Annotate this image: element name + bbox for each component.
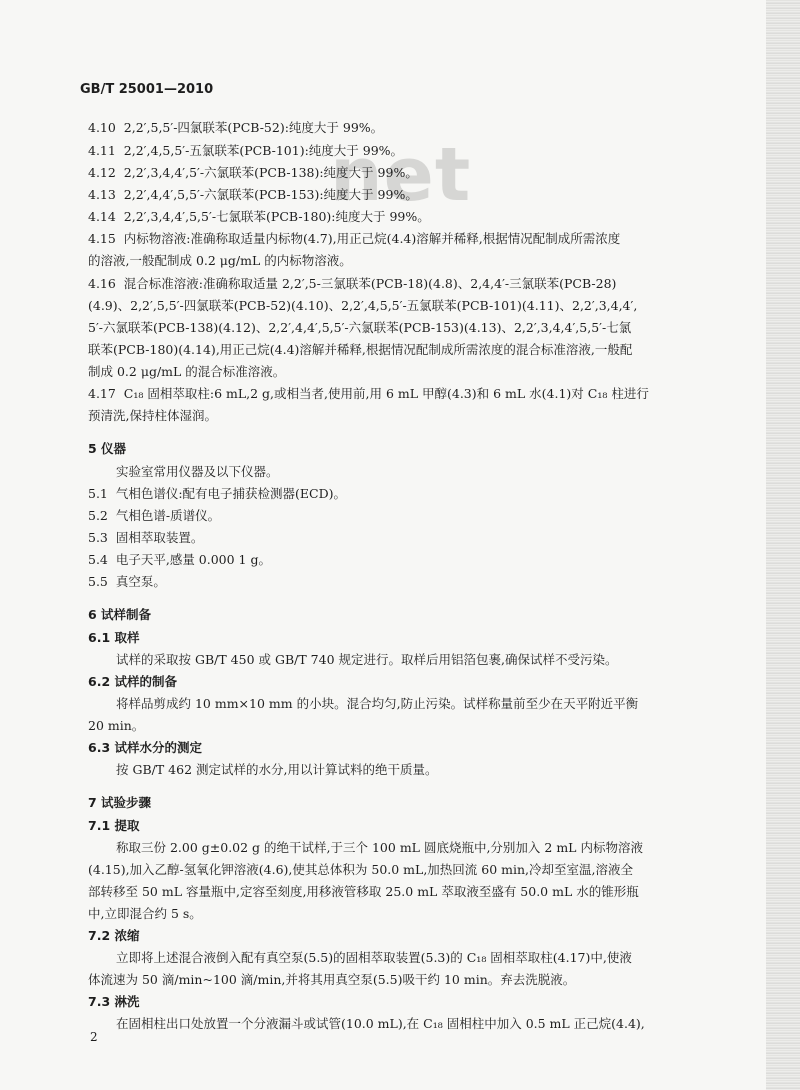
item-4-15-cont: 的溶液,一般配制成 0.2 μg/mL 的内标物溶液。 bbox=[88, 253, 352, 268]
item-4-13: 4.13 2,2′,4,4′,5,5′-六氯联苯(PCB-153):纯度大于 99%。 bbox=[88, 187, 418, 202]
section-5-intro: 实验室常用仪器及以下仪器。 bbox=[116, 464, 279, 479]
scan-edge bbox=[766, 0, 800, 1090]
item-4-10: 4.10 2,2′,5,5′-四氯联苯(PCB-52):纯度大于 99%。 bbox=[88, 120, 384, 135]
section-6-3-text: 按 GB/T 462 测定试样的水分,用以计算试料的绝干质量。 bbox=[116, 762, 438, 777]
standard-header: GB/T 25001—2010 bbox=[80, 82, 214, 97]
item-5-1: 5.1 气相色谱仪:配有电子捕获检测器(ECD)。 bbox=[88, 486, 347, 501]
section-7-2-line-2: 体流速为 50 滴/min~100 滴/min,并将其用真空泵(5.5)吸干约 10 min。弃去洗脱液。 bbox=[88, 972, 576, 987]
item-4-14: 4.14 2,2′,3,4,4′,5,5′-七氯联苯(PCB-180):纯度大于 99%。 bbox=[88, 209, 430, 224]
section-6-3-title: 6.3 试样水分的测定 bbox=[88, 740, 202, 755]
item-4-12: 4.12 2,2′,3,4,4′,5′-六氯联苯(PCB-138):纯度大于 99%。 bbox=[88, 165, 418, 180]
section-6-title: 6 试样制备 bbox=[88, 607, 152, 622]
item-4-17: 4.17 C₁₈ 固相萃取柱:6 mL,2 g,或相当者,使用前,用 6 mL 甲醇(4.3)和 6 mL 水(4.1)对 C₁₈ 柱进行 bbox=[88, 386, 649, 401]
section-7-1-line-4: 中,立即混合约 5 s。 bbox=[88, 906, 202, 921]
item-5-5: 5.5 真空泵。 bbox=[88, 574, 166, 589]
section-7-1-title: 7.1 提取 bbox=[88, 818, 140, 833]
item-4-16-cont-4: 制成 0.2 μg/mL 的混合标准溶液。 bbox=[88, 364, 286, 379]
item-5-3: 5.3 固相萃取装置。 bbox=[88, 530, 204, 545]
item-5-4: 5.4 电子天平,感量 0.000 1 g。 bbox=[88, 552, 271, 567]
section-6-2-title: 6.2 试样的制备 bbox=[88, 674, 177, 689]
section-6-1-text: 试样的采取按 GB/T 450 或 GB/T 740 规定进行。取样后用铝箔包裹,确保试样不受污染。 bbox=[116, 652, 618, 667]
section-6-2-text-1: 将样品剪成约 10 mm×10 mm 的小块。混合均匀,防止污染。试样称量前至少在天平附近平衡 bbox=[116, 696, 639, 711]
section-6-1-title: 6.1 取样 bbox=[88, 630, 140, 645]
section-7-1-line-1: 称取三份 2.00 g±0.02 g 的绝干试样,于三个 100 mL 圆底烧瓶中,分别加入 2 mL 内标物溶液 bbox=[116, 840, 643, 855]
section-7-1-line-3: 部转移至 50 mL 容量瓶中,定容至刻度,用移液管移取 25.0 mL 萃取液至盛有 50.0 mL 水的锥形瓶 bbox=[88, 884, 639, 899]
item-5-2: 5.2 气相色谱-质谱仪。 bbox=[88, 508, 221, 523]
item-4-15: 4.15 内标物溶液:准确称取适量内标物(4.7),用正己烷(4.4)溶解并稀释,根据情况配制成所需浓度 bbox=[88, 231, 621, 246]
section-5-title: 5 仪器 bbox=[88, 441, 127, 456]
item-4-16-cont-1: (4.9)、2,2′,5,5′-四氯联苯(PCB-52)(4.10)、2,2′,4,5,5′-五氯联苯(PCB-101)(4.11)、2,2′,3,4,4′, bbox=[88, 298, 638, 313]
section-7-2-title: 7.2 浓缩 bbox=[88, 928, 140, 943]
section-7-3-title: 7.3 淋洗 bbox=[88, 994, 140, 1009]
item-4-16-cont-2: 5′-六氯联苯(PCB-138)(4.12)、2,2′,4,4′,5,5′-六氯联苯(PCB-153)(4.13)、2,2′,3,4,4′,5,5′-七氯 bbox=[88, 320, 632, 335]
watermark: net bbox=[330, 132, 472, 218]
section-7-2-line-1: 立即将上述混合液倒入配有真空泵(5.5)的固相萃取装置(5.3)的 C₁₈ 固相萃取柱(4.17)中,使液 bbox=[116, 950, 632, 965]
item-4-16: 4.16 混合标准溶液:准确称取适量 2,2′,5-三氯联苯(PCB-18)(4.8)、2,4,4′-三氯联苯(PCB-28) bbox=[88, 276, 617, 291]
item-4-16-cont-3: 联苯(PCB-180)(4.14),用正己烷(4.4)溶解并稀释,根据情况配制成所需浓度的混合标准溶液,一般配 bbox=[88, 342, 633, 357]
section-7-title: 7 试验步骤 bbox=[88, 795, 152, 810]
page-number: 2 bbox=[90, 1030, 98, 1044]
section-7-3-line-1: 在固相柱出口处放置一个分液漏斗或试管(10.0 mL),在 C₁₈ 固相柱中加入 0.5 mL 正己烷(4.4), bbox=[116, 1016, 645, 1031]
section-6-2-text-2: 20 min。 bbox=[88, 718, 145, 733]
item-4-11: 4.11 2,2′,4,5,5′-五氯联苯(PCB-101):纯度大于 99%。 bbox=[88, 143, 404, 158]
section-7-1-line-2: (4.15),加入乙醇-氢氧化钾溶液(4.6),使其总体积为 50.0 mL,加热回流 60 min,冷却至室温,溶液全 bbox=[88, 862, 633, 877]
item-4-17-cont: 预清洗,保持柱体湿润。 bbox=[88, 408, 217, 423]
